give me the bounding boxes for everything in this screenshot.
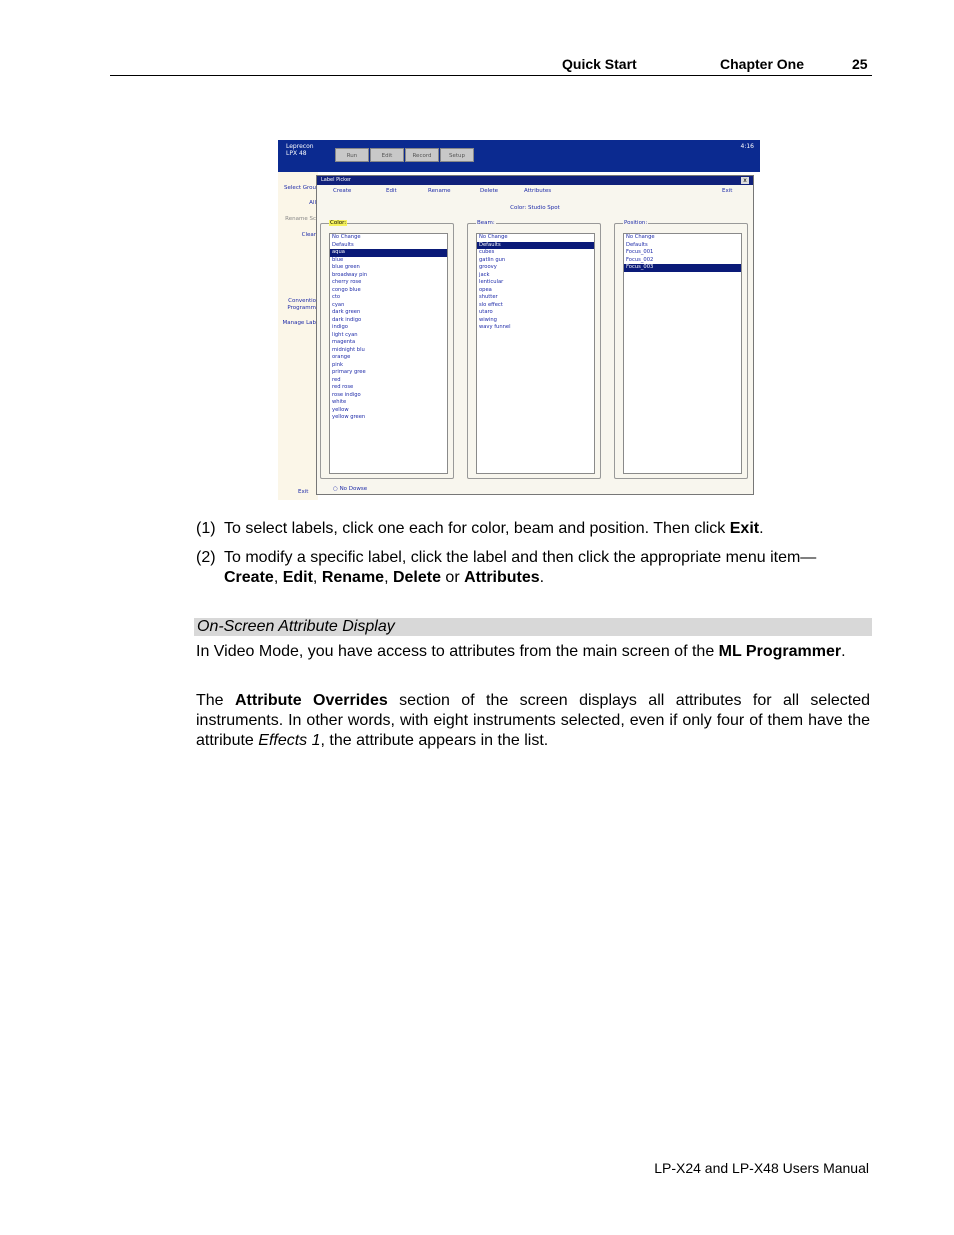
close-icon[interactable]: x: [741, 177, 749, 184]
list-item[interactable]: red rose: [332, 384, 354, 390]
list-item[interactable]: aqua: [330, 249, 447, 257]
step-2-line2: [224, 568, 874, 588]
color-group: [320, 220, 454, 479]
position-group-label: Position:: [624, 220, 648, 226]
list-item[interactable]: lenticular: [479, 279, 504, 285]
toolbar-setup-button[interactable]: Setup: [440, 148, 474, 162]
list-item[interactable]: pink: [332, 361, 344, 368]
para1-text: In Video Mode, you have access to attributes from the main screen of the: [196, 643, 719, 660]
list-item[interactable]: No Change: [332, 234, 361, 240]
position-list[interactable]: [623, 233, 742, 474]
list-item[interactable]: congo blue: [332, 286, 361, 293]
list-item[interactable]: yellow green: [332, 414, 366, 420]
list-item[interactable]: Focus_003: [624, 264, 741, 272]
list-item[interactable]: groovy: [479, 264, 497, 270]
left-panel: [278, 172, 318, 500]
step-2-or: or: [440, 569, 465, 586]
left-exit-button[interactable]: Exit: [298, 489, 309, 495]
para2-bold: Attribute Overrides: [234, 692, 388, 709]
para2-mid: section of the screen displays all attributes for all selected instruments. In other words, with eight instruments selected, even if only four of them have the attribute: [196, 692, 871, 749]
manage-labels-button[interactable]: Manage Lab: [282, 320, 316, 326]
label-picker-dialog: [316, 175, 754, 495]
toolbar-record-button[interactable]: Record: [405, 148, 439, 162]
list-item[interactable]: gatlin gun: [479, 256, 506, 263]
list-item[interactable]: magenta: [332, 339, 356, 345]
position-group: [614, 220, 748, 479]
list-item[interactable]: orange: [332, 354, 351, 360]
menu-exit[interactable]: Exit: [722, 188, 733, 194]
list-item[interactable]: dark green: [332, 309, 361, 315]
menu-edit[interactable]: Edit: [386, 188, 397, 194]
list-item[interactable]: Defaults: [626, 241, 648, 248]
select-group-button[interactable]: Select Grou: [284, 185, 316, 191]
no-dowse-label: No Dowse: [339, 486, 368, 492]
para2-end: , the attribute appears in the list.: [320, 732, 549, 749]
list-item[interactable]: cto: [332, 294, 341, 300]
list-item[interactable]: Focus_001: [626, 249, 654, 255]
list-item[interactable]: jack: [479, 271, 490, 278]
para1-end: .: [841, 643, 846, 660]
conventional-programmer-button[interactable]: Conventio Programm: [287, 298, 316, 311]
app-top-bar: [278, 140, 760, 172]
header-section: Quick Start: [562, 56, 637, 72]
menu-attributes[interactable]: Attributes: [524, 188, 552, 194]
menu-rename[interactable]: Rename: [428, 188, 451, 194]
step-2-sep: ,: [273, 569, 283, 586]
color-group-label: Color:: [330, 220, 347, 226]
step-1-text: [224, 519, 874, 539]
list-item[interactable]: wiwing: [479, 316, 497, 323]
toolbar-run-button[interactable]: Run: [335, 148, 369, 162]
list-item[interactable]: rose indigo: [332, 391, 361, 398]
app-brand: Leprecon LPX 48: [286, 143, 314, 157]
section-paragraph-1: [196, 642, 870, 662]
list-item[interactable]: Defaults: [477, 242, 594, 250]
list-item[interactable]: slo effect: [479, 301, 503, 308]
list-item[interactable]: cubes: [479, 249, 495, 255]
step-2-rename: Rename: [321, 569, 385, 586]
step-2-sep: ,: [312, 569, 322, 586]
dialog-title: Label Picker: [321, 177, 351, 183]
label-picker-screenshot: [278, 140, 760, 500]
list-item[interactable]: shutter: [479, 294, 498, 300]
rename-button[interactable]: Rename Sc: [285, 216, 316, 222]
all-button[interactable]: All: [309, 200, 316, 206]
list-item[interactable]: Defaults: [332, 241, 354, 248]
list-item[interactable]: yellow: [332, 406, 349, 413]
toolbar-edit-button[interactable]: Edit: [370, 148, 404, 162]
menu-create[interactable]: Create: [333, 188, 352, 194]
dialog-title-bar: [317, 176, 753, 185]
clear-button[interactable]: Clear: [301, 232, 316, 238]
section-paragraph-2: [196, 691, 870, 751]
step-1-number: (1): [196, 520, 216, 537]
step-1-bold: Exit: [729, 520, 760, 537]
list-item[interactable]: red: [332, 376, 341, 383]
step-2-number: (2): [196, 549, 216, 566]
footer-manual-title: LP-X24 and LP-X48 Users Manual: [654, 1160, 869, 1176]
color-list[interactable]: [329, 233, 448, 474]
para1-bold: ML Programmer: [718, 643, 842, 660]
beam-group: [467, 220, 601, 479]
list-item[interactable]: blue: [332, 256, 344, 263]
step-2-end: .: [539, 569, 545, 586]
list-item[interactable]: cherry rose: [332, 279, 362, 285]
para2-italic: Effects 1: [258, 732, 321, 749]
list-item[interactable]: light cyan: [332, 331, 358, 338]
list-item[interactable]: No Change: [626, 234, 655, 240]
step-2-line1: To modify a specific label, click the label and then click the appropriate menu item—: [224, 549, 817, 566]
beam-group-label: Beam:: [477, 220, 495, 226]
menu-delete[interactable]: Delete: [480, 188, 499, 194]
list-item[interactable]: broadway pin: [332, 271, 368, 278]
step-1-body: To select labels, click one each for color, beam and position. Then click: [224, 520, 730, 537]
header-page-number: 25: [852, 56, 868, 72]
list-item[interactable]: wavy funnel: [479, 324, 511, 330]
current-label: Color: Studio Spot: [510, 205, 560, 211]
step-2-create: Create: [224, 569, 274, 586]
para2-pre: The: [196, 692, 235, 709]
list-item[interactable]: cyan: [332, 301, 345, 308]
list-item[interactable]: utaro: [479, 309, 493, 315]
list-item[interactable]: midnight blu: [332, 346, 365, 353]
step-2-attributes: Attributes: [464, 569, 540, 586]
step-1-end: .: [759, 520, 764, 537]
beam-list[interactable]: [476, 233, 595, 474]
list-item[interactable]: primary gree: [332, 369, 366, 375]
list-item[interactable]: blue green: [332, 264, 360, 270]
section-title: On-Screen Attribute Display: [197, 618, 395, 635]
list-item[interactable]: indigo: [332, 324, 348, 330]
step-2-delete: Delete: [392, 569, 441, 586]
list-item[interactable]: opea: [479, 286, 492, 293]
no-dowse-option[interactable]: ○ No Dowse: [333, 486, 368, 492]
list-item[interactable]: Focus_002: [626, 256, 654, 263]
step-2-sep: ,: [384, 569, 393, 586]
header-chapter: Chapter One: [720, 56, 805, 72]
list-item[interactable]: white: [332, 399, 347, 405]
clock: 4:16: [740, 143, 754, 150]
step-2-edit: Edit: [282, 569, 313, 586]
list-item[interactable]: dark indigo: [332, 316, 362, 323]
list-item[interactable]: No Change: [479, 234, 508, 240]
header-rule: [110, 75, 872, 76]
